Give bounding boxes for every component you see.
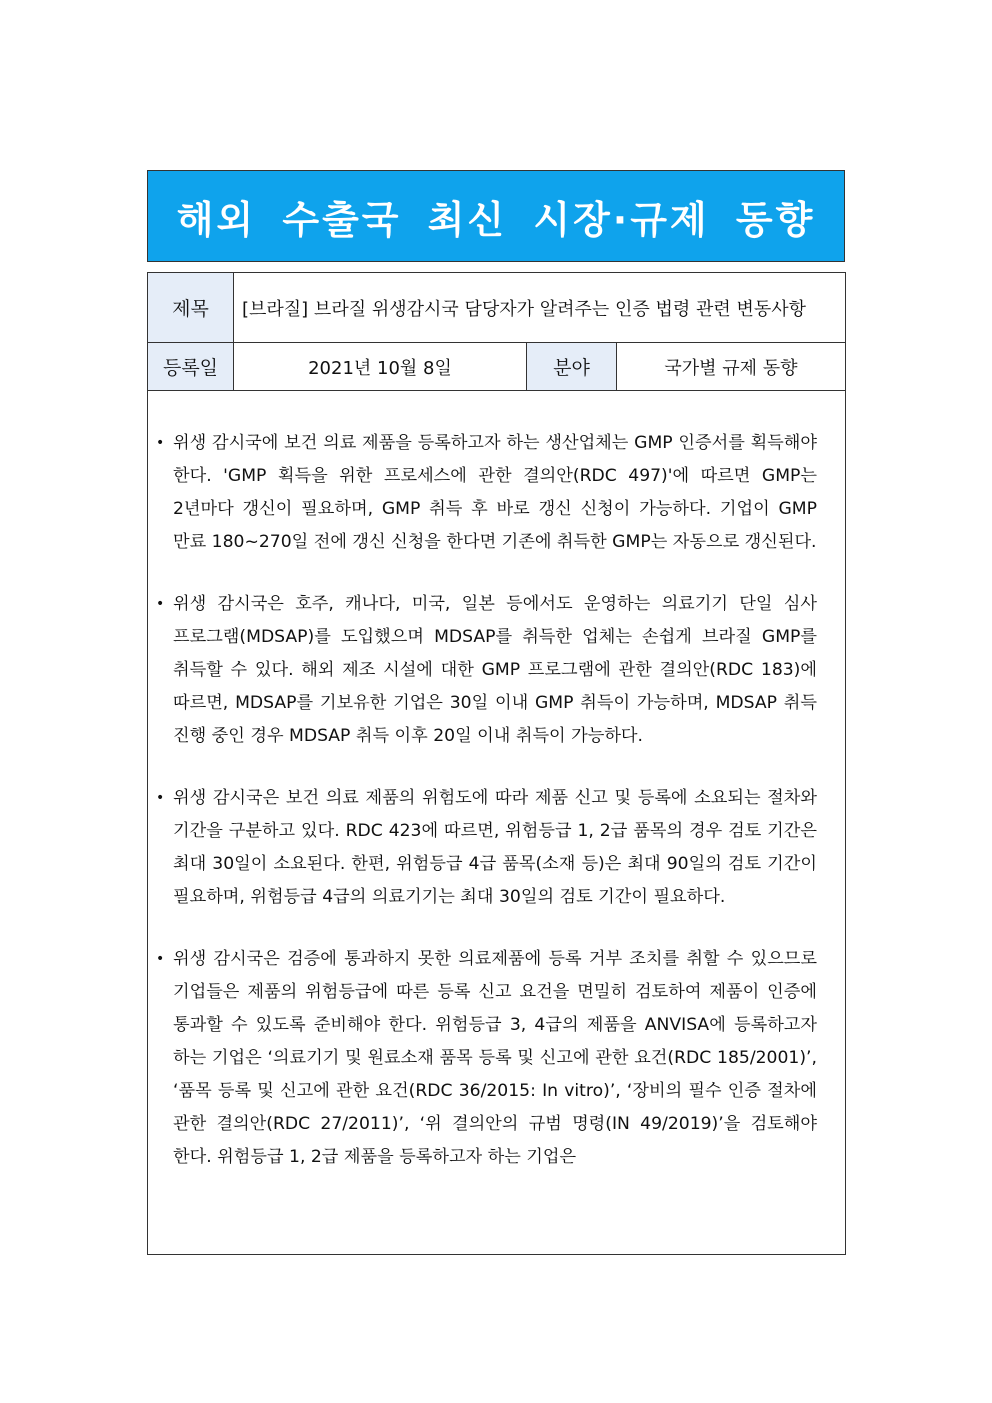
date-value: 2021년 10월 8일 xyxy=(234,343,527,390)
document-table xyxy=(147,272,846,1255)
header-banner xyxy=(147,170,845,262)
paragraph-text: 위생 감시국은 보건 의료 제품의 위험도에 따라 제품 신고 및 등록에 소요되는 절차와 기간을 구분하고 있다. RDC 423에 따르면, 위험등급 1, 2급 품목의 경우 검토 기간은 최대 30일이 소요된다. 한편, 위험등급 4급 품목(소재 등)은 최대 90일의 검토 기간이 필요하며, 위험등급 4급의 의료기기는 최대 30일의 검토 기간이 필요하다. xyxy=(173,788,817,907)
body-content xyxy=(148,391,845,1254)
bullet-icon: • xyxy=(156,435,165,451)
title-value: [브라질] 브라질 위생감시국 담당자가 알려주는 인증 법령 관련 변동사항 xyxy=(242,298,807,320)
meta-row xyxy=(148,343,845,391)
paragraph-mdsap xyxy=(156,588,817,753)
field-value: 국가별 규제 동향 xyxy=(664,357,798,379)
bullet-icon: • xyxy=(156,951,165,967)
field-label: 분야 xyxy=(527,343,617,390)
bullet-icon: • xyxy=(156,596,165,612)
date-label: 등록일 xyxy=(148,343,234,390)
title-row xyxy=(148,273,845,343)
title-label: 제목 xyxy=(148,273,234,342)
paragraph-text: 위생 감시국에 보건 의료 제품을 등록하고자 하는 생산업체는 GMP 인증서를 획득해야 한다. 'GMP 획득을 위한 프로세스에 관한 결의안(RDC 497)'에 따르면 GMP는 2년마다 갱신이 필요하며, GMP 취득 후 바로 갱신 신청이 가능하다. 기업이 GMP 만료 180~270일 전에 갱신 신청을 한다면 기존에 취득한 GMP는 자동으로 갱신된다. xyxy=(173,433,817,552)
paragraph-registration-rejection xyxy=(156,943,817,1174)
paragraph-risk-class xyxy=(156,782,817,914)
bullet-icon: • xyxy=(156,790,165,806)
page-title: 해외 수출국 최신 시장·규제 동향 xyxy=(176,197,816,242)
paragraph-gmp-certificate xyxy=(156,427,817,559)
paragraph-text: 위생 감시국은 호주, 캐나다, 미국, 일본 등에서도 운영하는 의료기기 단일 심사 프로그램(MDSAP)를 도입했으며 MDSAP를 취득한 업체는 손쉽게 브라질 GMP를 취득할 수 있다. 해외 제조 시설에 대한 GMP 프로그램에 관한 결의안(RDC 183)에 따르면, MDSAP를 기보유한 기업은 30일 이내 GMP 취득이 가능하며, MDSAP 취득 진행 중인 경우 MDSAP 취득 이후 20일 이내 취득이 가능하다. xyxy=(173,594,817,746)
paragraph-text: 위생 감시국은 검증에 통과하지 못한 의료제품에 등록 거부 조치를 취할 수 있으므로 기업들은 제품의 위험등급에 따른 등록 신고 요건을 면밀히 검토하여 제품이 인증에 통과할 수 있도록 준비해야 한다. 위험등급 3, 4급의 제품을 ANVISA에 등록하고자 하는 기업은 ‘의료기기 및 원료소재 품목 등록 및 신고에 관한 요건(RDC 185/2001)’, ‘품목 등록 및 신고에 관한 요건(RDC 36/2015: In vitro)’, ‘장비의 필수 인증 절차에 관한 결의안(RDC 27/2011)’, ‘위 결의안의 규범 명령(IN 49/2019)’을 검토해야 한다. 위험등급 1, 2급 제품을 등록하고자 하는 기업은 xyxy=(173,949,817,1167)
